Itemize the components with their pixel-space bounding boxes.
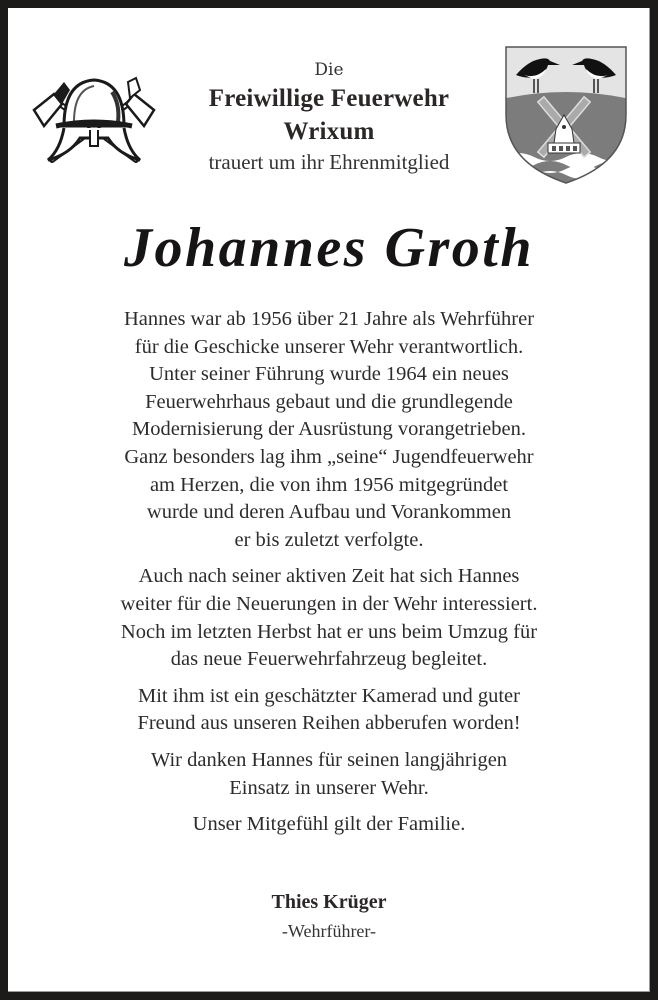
text-line: Einsatz in unserer Wehr. (229, 776, 429, 799)
text-line: Auch nach seiner aktiven Zeit hat sich Hannes (138, 565, 520, 588)
obituary-notice (8, 8, 650, 992)
header-block (158, 58, 500, 176)
paragraph-later-years (28, 563, 630, 673)
deceased-name: Johannes Groth (123, 217, 535, 279)
text-line: weiter für die Neuerungen in der Wehr interessiert. (120, 592, 538, 615)
paragraph-tribute (28, 306, 630, 554)
text-line: Freund aus unseren Reihen abberufen worden! (137, 712, 521, 735)
text-line: er bis zuletzt verfolgte. (234, 528, 424, 551)
paragraph-comrade (28, 683, 630, 738)
text-line: Noch im letzten Herbst hat er uns beim Umzug für (120, 620, 538, 643)
text-line: Modernisierung der Ausrüstung vorangetrieben. (132, 418, 526, 441)
text-line: Mit ihm ist ein geschätzter Kamerad und guter (138, 684, 520, 707)
intro-text: Die (314, 60, 344, 80)
fire-helmet-crossed-axes-icon (24, 68, 164, 170)
signer-name: Thies Krüger (271, 891, 387, 913)
mourns-text: trauert um ihr Ehrenmitglied (208, 150, 450, 174)
text-line: am Herzen, die von ihm 1956 mitgegründet (149, 473, 509, 496)
text-line: Feuerwehrhaus gebaut und die grundlegende (145, 390, 513, 413)
signature-block (8, 888, 650, 946)
org-name-line1: Freiwillige Feuerwehr (208, 85, 450, 112)
text-line: wurde und deren Aufbau und Vorankommen (146, 501, 512, 524)
org-name-line2: Wrixum (283, 118, 375, 145)
text-line: Unser Mitgefühl gilt der Familie. (192, 813, 466, 836)
text-line: Ganz besonders lag ihm „seine“ Jugendfeuerwehr (124, 445, 534, 468)
text-line: das neue Feuerwehrfahrzeug begleitet. (170, 648, 488, 671)
paragraph-thanks (28, 747, 630, 802)
obituary-body (28, 306, 630, 848)
text-line: Hannes war ab 1956 über 21 Jahre als Wehrführer (123, 308, 535, 330)
text-line: Unter seiner Führung wurde 1964 ein neues (149, 363, 509, 386)
signer-title: -Wehrführer- (281, 921, 377, 941)
paragraph-condolence (28, 811, 630, 839)
text-line: Wir danken Hannes für seinen langjährigen (150, 748, 508, 771)
text-line: für die Geschicke unserer Wehr verantwortlich. (134, 335, 524, 358)
coat-of-arms-icon (502, 43, 630, 188)
